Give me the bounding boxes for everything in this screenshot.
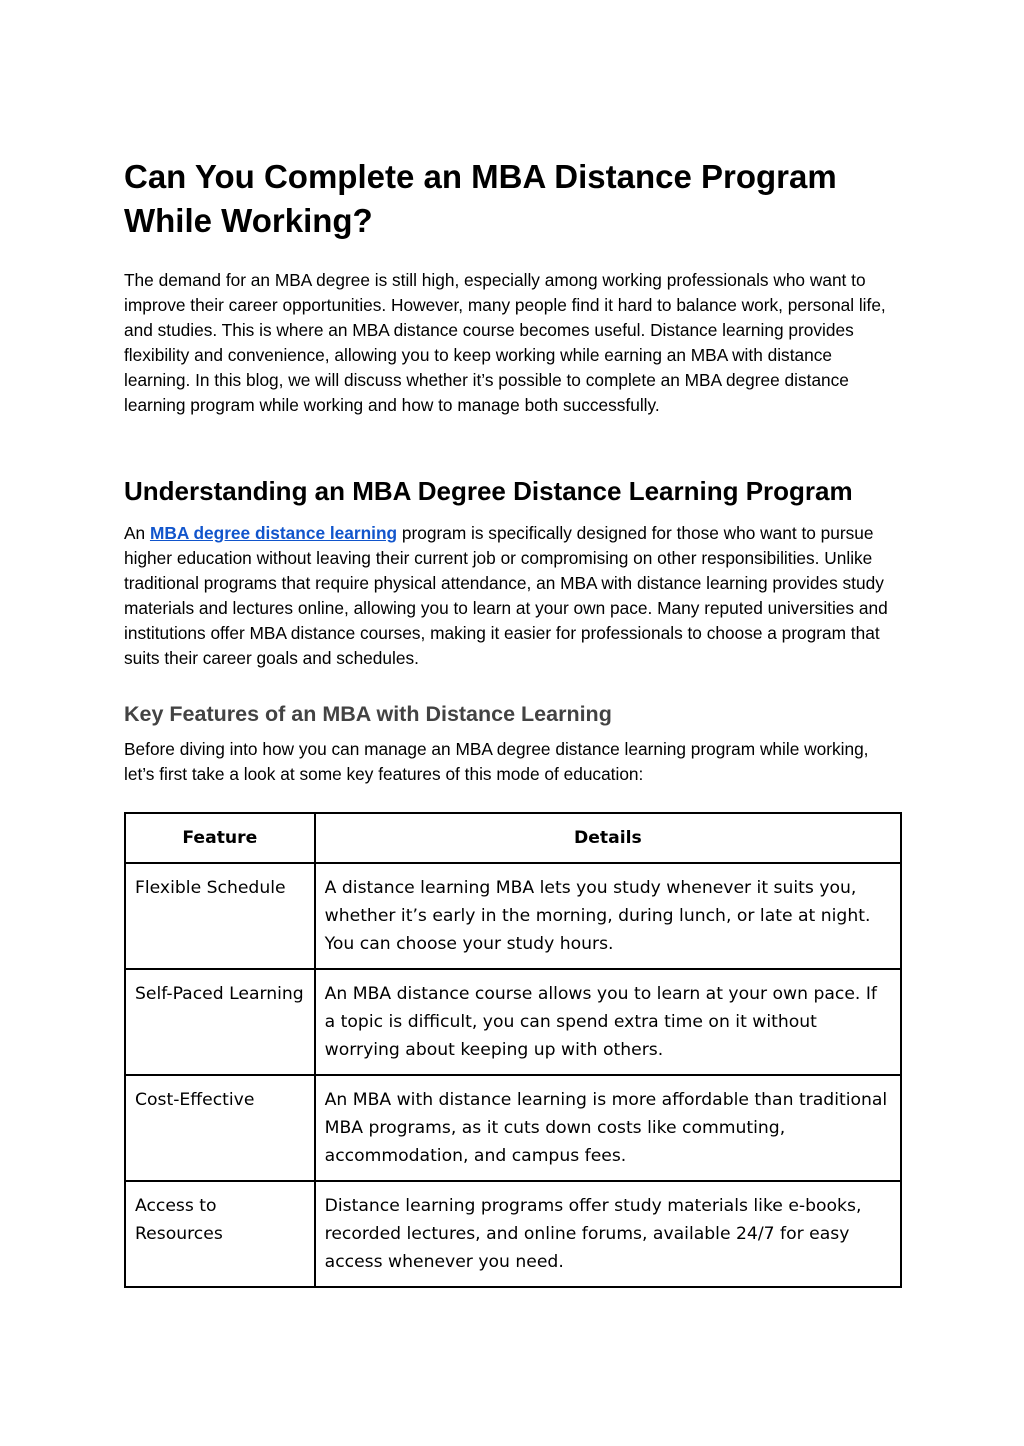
details-cell: An MBA distance course allows you to learn at your own pace. If a topic is difficult, you can spend extra time on it without worrying about keeping up with others.	[315, 969, 901, 1075]
feature-cell: Self-Paced Learning	[125, 969, 315, 1075]
details-cell: A distance learning MBA lets you study whenever it suits you, whether it’s early in the morning, during lunch, or late at night. You can choose your study hours.	[315, 863, 901, 969]
section-heading-key-features: Key Features of an MBA with Distance Learning	[124, 702, 612, 726]
details-cell: Distance learning programs offer study materials like e-books, recorded lectures, and online forums, available 24/7 for easy access whenever you need.	[315, 1181, 901, 1287]
table-row	[125, 969, 901, 1075]
column-header-details: Details	[315, 813, 901, 863]
section-heading-understanding: Understanding an MBA Degree Distance Learning Program	[124, 476, 853, 506]
key-features-paragraph: Before diving into how you can manage an MBA degree distance learning program while working, let’s first take a look at some key features of this mode of education:	[124, 739, 869, 785]
details-cell: An MBA with distance learning is more affordable than traditional MBA programs, as it cuts down costs like commuting, accommodation, and campus fees.	[315, 1075, 901, 1181]
feature-cell: Cost-Effective	[125, 1075, 315, 1181]
mba-degree-distance-learning-link[interactable]: MBA degree distance learning	[149, 523, 398, 543]
understanding-lead-text: An	[124, 523, 150, 543]
intro-paragraph: The demand for an MBA degree is still high, especially among working professionals who want to improve their career opportunities. However, many people find it hard to balance work, personal life, and studies. This is where an MBA distance course becomes useful. Distance learning provides flexibility and convenience, allowing you to keep working while earning an MBA with distance learning. In this blog, we will discuss whether it’s possible to complete an MBA degree distance learning program while working and how to manage both successfully.	[124, 270, 886, 416]
column-header-feature: Feature	[125, 813, 315, 863]
table-row	[125, 863, 901, 969]
features-table	[124, 812, 902, 1288]
feature-cell: Access to Resources	[125, 1181, 315, 1287]
page-title: Can You Complete an MBA Distance Program While Working?	[124, 158, 837, 239]
table-header-row	[125, 813, 901, 863]
table-row	[125, 1181, 901, 1287]
understanding-paragraph	[124, 521, 902, 672]
table-row	[125, 1075, 901, 1181]
feature-cell: Flexible Schedule	[125, 863, 315, 969]
understanding-body-text: program is specifically designed for those who want to pursue higher education without leaving their current job or compromising on other responsibilities. Unlike traditional programs that require physical attendance, an MBA with distance learning provides study materials and lectures online, allowing you to learn at your own pace. Many reputed universities and institutions offer MBA distance courses, making it easier for professionals to choose a program that suits their career goals and schedules.	[124, 523, 888, 669]
